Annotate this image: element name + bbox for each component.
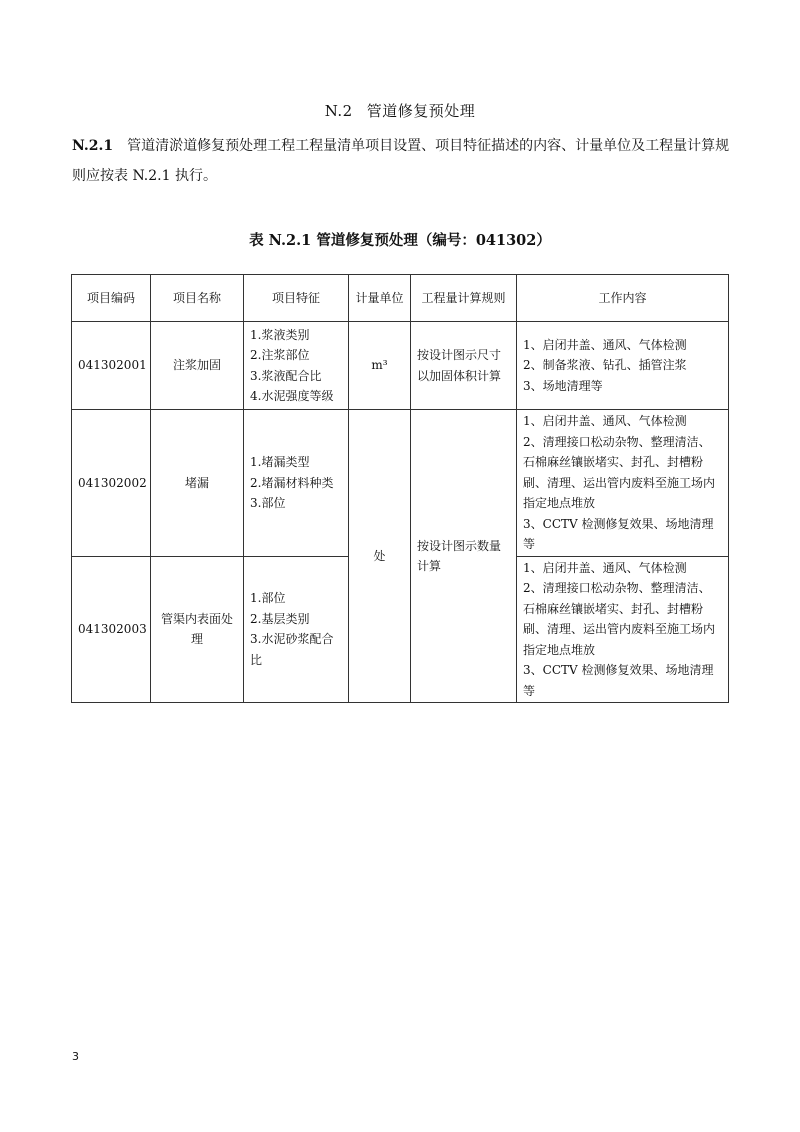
header-name: 项目名称 xyxy=(151,275,244,322)
item-name: 堵漏 xyxy=(151,410,244,557)
item-name: 注浆加固 xyxy=(151,322,244,410)
clause-text: 管道清淤道修复预处理工程工程量清单项目设置、项目特征描述的内容、计量单位及工程量计算规则应按表 N.2.1 执行。 xyxy=(72,138,730,184)
work-line: 3、CCTV 检测修复效果、场地清理等 xyxy=(523,516,714,551)
item-code: 041302001 xyxy=(72,322,151,410)
feature-line: 2.堵漏材料种类 xyxy=(250,475,334,490)
spec-table xyxy=(71,274,729,703)
section-title xyxy=(0,100,800,121)
header-work: 工作内容 xyxy=(517,275,729,322)
shared-unit: 处 xyxy=(349,410,411,703)
table-title: 表 N.2.1 管道修复预处理（编号：041302） xyxy=(249,232,551,249)
feature-line: 3.部位 xyxy=(250,496,286,510)
item-features xyxy=(244,556,349,703)
work-line: 3、CCTV 检测修复效果、场地清理等 xyxy=(523,663,714,698)
header-code: 项目编码 xyxy=(72,275,151,322)
table-row xyxy=(72,322,729,410)
shared-rule: 按设计图示数量计算 xyxy=(411,410,517,703)
feature-line: 3.浆液配合比 xyxy=(250,368,322,383)
feature-line: 3.水泥砂浆配合比 xyxy=(250,632,334,667)
table-row xyxy=(72,410,729,557)
header-features: 项目特征 xyxy=(244,275,349,322)
work-line: 2、清理接口松动杂物、整理清洁、石棉麻丝镶嵌堵实、封孔、封槽粉刷、清理、运出管内废料至施工场内指定地点堆放 xyxy=(523,434,716,510)
feature-line: 1.浆液类别 xyxy=(250,327,310,342)
feature-line: 2.注浆部位 xyxy=(250,348,310,362)
feature-line: 4.水泥强度等级 xyxy=(250,389,334,403)
feature-line: 2.基层类别 xyxy=(250,611,310,626)
section-heading: 管道修复预处理 xyxy=(366,102,476,120)
item-name: 管渠内表面处理 xyxy=(151,556,244,703)
page-number: 3 xyxy=(72,1050,79,1063)
table-header-row xyxy=(72,275,729,322)
clause-paragraph xyxy=(72,131,732,191)
item-work xyxy=(517,410,729,557)
work-line: 1、启闭井盖、通风、气体检测 xyxy=(523,337,687,352)
header-unit: 计量单位 xyxy=(349,275,411,322)
header-rule: 工程量计算规则 xyxy=(411,275,517,322)
item-features xyxy=(244,410,349,557)
feature-line: 1.部位 xyxy=(250,591,286,606)
work-line: 2、清理接口松动杂物、整理清洁、石棉麻丝镶嵌堵实、封孔、封槽粉刷、清理、运出管内废料至施工场内指定地点堆放 xyxy=(523,581,716,657)
section-number: N.2 xyxy=(324,102,353,120)
work-line: 1、启闭井盖、通风、气体检测 xyxy=(523,414,687,428)
item-work xyxy=(517,556,729,703)
work-line: 3、场地清理等 xyxy=(523,378,603,393)
item-code: 041302003 xyxy=(72,556,151,703)
item-code: 041302002 xyxy=(72,410,151,557)
clause-number: N.2.1 xyxy=(72,138,114,154)
item-features xyxy=(244,322,349,410)
item-unit: m³ xyxy=(349,322,411,410)
work-line: 2、制备浆液、钻孔、插管注浆 xyxy=(523,358,687,373)
item-rule: 按设计图示尺寸以加固体积计算 xyxy=(411,322,517,410)
work-line: 1、启闭井盖、通风、气体检测 xyxy=(523,560,687,575)
item-work xyxy=(517,322,729,410)
feature-line: 1.堵漏类型 xyxy=(250,455,310,469)
